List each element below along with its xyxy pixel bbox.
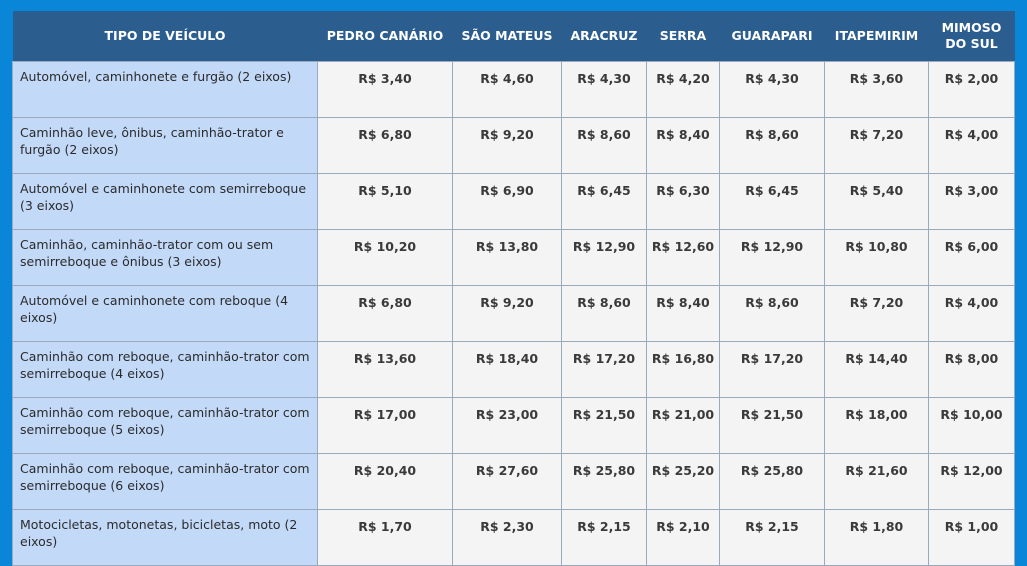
price-cell: R$ 4,00 — [929, 286, 1015, 342]
header-pedro-canario: PEDRO CANÁRIO — [318, 11, 453, 62]
header-itapemirim: ITAPEMIRIM — [825, 11, 929, 62]
price-cell: R$ 3,40 — [318, 62, 453, 118]
price-cell: R$ 16,80 — [647, 342, 720, 398]
price-cell: R$ 4,30 — [562, 62, 647, 118]
price-cell: R$ 9,20 — [453, 118, 562, 174]
price-cell: R$ 5,10 — [318, 174, 453, 230]
price-cell: R$ 7,20 — [825, 118, 929, 174]
price-cell: R$ 13,60 — [318, 342, 453, 398]
price-cell: R$ 8,00 — [929, 342, 1015, 398]
price-cell: R$ 21,60 — [825, 454, 929, 510]
vehicle-type-cell: Caminhão com reboque, caminhão-trator com semirreboque (4 eixos) — [13, 342, 318, 398]
price-cell: R$ 6,80 — [318, 118, 453, 174]
price-cell: R$ 20,40 — [318, 454, 453, 510]
vehicle-type-cell: Automóvel, caminhonete e furgão (2 eixos) — [13, 62, 318, 118]
price-cell: R$ 8,60 — [562, 118, 647, 174]
header-sao-mateus: SÃO MATEUS — [453, 11, 562, 62]
price-cell: R$ 18,00 — [825, 398, 929, 454]
toll-table-frame — [12, 11, 1014, 549]
table-row — [13, 454, 1015, 510]
price-cell: R$ 9,20 — [453, 286, 562, 342]
price-cell: R$ 1,00 — [929, 510, 1015, 566]
price-cell: R$ 3,60 — [825, 62, 929, 118]
price-cell: R$ 4,30 — [720, 62, 825, 118]
price-cell: R$ 2,10 — [647, 510, 720, 566]
price-cell: R$ 6,45 — [562, 174, 647, 230]
vehicle-type-cell: Caminhão, caminhão-trator com ou sem semirreboque e ônibus (3 eixos) — [13, 230, 318, 286]
price-cell: R$ 8,60 — [562, 286, 647, 342]
table-row — [13, 174, 1015, 230]
price-cell: R$ 25,80 — [562, 454, 647, 510]
price-cell: R$ 2,15 — [562, 510, 647, 566]
price-cell: R$ 13,80 — [453, 230, 562, 286]
price-cell: R$ 21,50 — [720, 398, 825, 454]
price-cell: R$ 18,40 — [453, 342, 562, 398]
price-cell: R$ 2,30 — [453, 510, 562, 566]
price-cell: R$ 12,90 — [720, 230, 825, 286]
price-cell: R$ 12,90 — [562, 230, 647, 286]
price-cell: R$ 1,70 — [318, 510, 453, 566]
price-cell: R$ 25,20 — [647, 454, 720, 510]
toll-price-table — [12, 11, 1015, 566]
price-cell: R$ 1,80 — [825, 510, 929, 566]
vehicle-type-cell: Automóvel e caminhonete com reboque (4 eixos) — [13, 286, 318, 342]
price-cell: R$ 5,40 — [825, 174, 929, 230]
price-cell: R$ 17,20 — [720, 342, 825, 398]
price-cell: R$ 23,00 — [453, 398, 562, 454]
table-row — [13, 62, 1015, 118]
price-cell: R$ 8,60 — [720, 286, 825, 342]
price-cell: R$ 8,40 — [647, 118, 720, 174]
header-guarapari: GUARAPARI — [720, 11, 825, 62]
price-cell: R$ 21,00 — [647, 398, 720, 454]
price-cell: R$ 25,80 — [720, 454, 825, 510]
table-row — [13, 118, 1015, 174]
vehicle-type-cell: Caminhão leve, ônibus, caminhão-trator e furgão (2 eixos) — [13, 118, 318, 174]
vehicle-type-cell: Automóvel e caminhonete com semirreboque (3 eixos) — [13, 174, 318, 230]
vehicle-type-cell: Caminhão com reboque, caminhão-trator com semirreboque (6 eixos) — [13, 454, 318, 510]
price-cell: R$ 8,60 — [720, 118, 825, 174]
price-cell: R$ 4,00 — [929, 118, 1015, 174]
price-cell: R$ 2,15 — [720, 510, 825, 566]
price-cell: R$ 4,20 — [647, 62, 720, 118]
price-cell: R$ 10,20 — [318, 230, 453, 286]
price-cell: R$ 6,90 — [453, 174, 562, 230]
price-cell: R$ 10,80 — [825, 230, 929, 286]
price-cell: R$ 12,60 — [647, 230, 720, 286]
price-cell: R$ 8,40 — [647, 286, 720, 342]
vehicle-type-cell: Caminhão com reboque, caminhão-trator com semirreboque (5 eixos) — [13, 398, 318, 454]
header-aracruz: ARACRUZ — [562, 11, 647, 62]
price-cell: R$ 6,45 — [720, 174, 825, 230]
price-cell: R$ 6,00 — [929, 230, 1015, 286]
price-cell: R$ 7,20 — [825, 286, 929, 342]
price-cell: R$ 27,60 — [453, 454, 562, 510]
price-cell: R$ 21,50 — [562, 398, 647, 454]
header-mimoso-do-sul: MIMOSO DO SUL — [929, 11, 1015, 62]
price-cell: R$ 12,00 — [929, 454, 1015, 510]
vehicle-type-cell: Motocicletas, motonetas, bicicletas, moto (2 eixos) — [13, 510, 318, 566]
price-cell: R$ 3,00 — [929, 174, 1015, 230]
table-row — [13, 230, 1015, 286]
price-cell: R$ 6,80 — [318, 286, 453, 342]
price-cell: R$ 17,20 — [562, 342, 647, 398]
header-vehicle-type: TIPO DE VEÍCULO — [13, 11, 318, 62]
header-serra: SERRA — [647, 11, 720, 62]
price-cell: R$ 14,40 — [825, 342, 929, 398]
price-cell: R$ 6,30 — [647, 174, 720, 230]
price-cell: R$ 2,00 — [929, 62, 1015, 118]
price-cell: R$ 17,00 — [318, 398, 453, 454]
price-cell: R$ 4,60 — [453, 62, 562, 118]
header-row — [13, 11, 1015, 62]
table-row — [13, 342, 1015, 398]
table-row — [13, 286, 1015, 342]
price-cell: R$ 10,00 — [929, 398, 1015, 454]
table-row — [13, 398, 1015, 454]
table-row — [13, 510, 1015, 566]
